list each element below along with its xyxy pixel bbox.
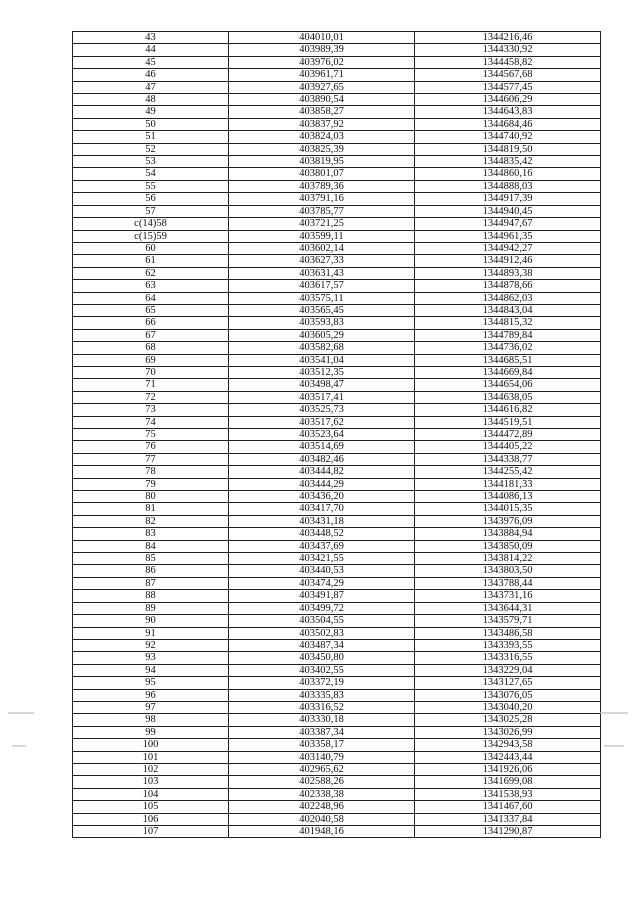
point-number-cell: 75 [73,429,229,441]
point-number-cell: 81 [73,503,229,515]
table-row [73,366,601,378]
point-number-cell: 67 [73,329,229,341]
table-row [73,94,601,106]
y-coordinate-cell: 1344643,83 [415,106,601,118]
table-row [73,826,601,838]
y-coordinate-cell: 1344888,03 [415,180,601,192]
y-coordinate-cell: 1344577,45 [415,81,601,93]
point-number-cell: 74 [73,416,229,428]
table-row [73,329,601,341]
x-coordinate-cell: 403890,54 [229,94,415,106]
y-coordinate-cell: 1344606,29 [415,94,601,106]
y-coordinate-cell: 1341290,87 [415,826,601,838]
y-coordinate-cell: 1343814,22 [415,553,601,565]
y-coordinate-cell: 1344740,92 [415,131,601,143]
point-number-cell: 50 [73,118,229,130]
point-number-cell: 86 [73,565,229,577]
y-coordinate-cell: 1341467,60 [415,801,601,813]
y-coordinate-cell: 1344961,35 [415,230,601,242]
x-coordinate-cell: 403358,17 [229,739,415,751]
table-row [73,230,601,242]
y-coordinate-cell: 1344086,13 [415,491,601,503]
table-row [73,751,601,763]
point-number-cell: 85 [73,553,229,565]
x-coordinate-cell: 403523,64 [229,429,415,441]
table-row [73,689,601,701]
table-row [73,739,601,751]
y-coordinate-cell: 1344860,16 [415,168,601,180]
y-coordinate-cell: 1344685,51 [415,354,601,366]
point-number-cell: 96 [73,689,229,701]
x-coordinate-cell: 403330,18 [229,714,415,726]
point-number-cell: 69 [73,354,229,366]
table-row [73,528,601,540]
point-number-cell: 71 [73,379,229,391]
x-coordinate-cell: 403565,45 [229,304,415,316]
point-number-cell: 62 [73,267,229,279]
y-coordinate-cell: 1342443,44 [415,751,601,763]
x-coordinate-cell: 403444,82 [229,466,415,478]
table-row [73,242,601,254]
point-number-cell: 54 [73,168,229,180]
x-coordinate-cell: 402965,62 [229,763,415,775]
x-coordinate-cell: 403791,16 [229,193,415,205]
y-coordinate-cell: 1344216,46 [415,32,601,44]
point-number-cell: 44 [73,44,229,56]
y-coordinate-cell: 1343393,55 [415,639,601,651]
table-row [73,602,601,614]
table-row [73,143,601,155]
x-coordinate-cell: 403444,29 [229,478,415,490]
table-row [73,354,601,366]
point-number-cell: 98 [73,714,229,726]
table-row [73,81,601,93]
point-number-cell: 104 [73,788,229,800]
y-coordinate-cell: 1343788,44 [415,577,601,589]
x-coordinate-cell: 403498,47 [229,379,415,391]
point-number-cell: 77 [73,453,229,465]
x-coordinate-cell: 403602,14 [229,242,415,254]
y-coordinate-cell: 1344616,82 [415,404,601,416]
point-number-cell: 91 [73,627,229,639]
x-coordinate-cell: 403976,02 [229,56,415,68]
y-coordinate-cell: 1343644,31 [415,602,601,614]
x-coordinate-cell: 403627,33 [229,255,415,267]
y-coordinate-cell: 1341699,08 [415,776,601,788]
x-coordinate-cell: 403789,36 [229,180,415,192]
x-coordinate-cell: 403417,70 [229,503,415,515]
table-row [73,466,601,478]
point-number-cell: 92 [73,639,229,651]
point-number-cell: 73 [73,404,229,416]
x-coordinate-cell: 402248,96 [229,801,415,813]
y-coordinate-cell: 1344815,32 [415,317,601,329]
x-coordinate-cell: 403372,19 [229,677,415,689]
table-row [73,652,601,664]
scan-artifact-right [600,712,628,714]
point-number-cell: 60 [73,242,229,254]
point-number-cell: 61 [73,255,229,267]
table-row [73,56,601,68]
point-number-cell: 82 [73,515,229,527]
x-coordinate-cell: 403961,71 [229,69,415,81]
y-coordinate-cell: 1344255,42 [415,466,601,478]
x-coordinate-cell: 403721,25 [229,218,415,230]
y-coordinate-cell: 1344736,02 [415,342,601,354]
y-coordinate-cell: 1343229,04 [415,664,601,676]
table-row [73,32,601,44]
point-number-cell: 95 [73,677,229,689]
y-coordinate-cell: 1344940,45 [415,205,601,217]
y-coordinate-cell: 1344684,46 [415,118,601,130]
table-row [73,577,601,589]
x-coordinate-cell: 403631,43 [229,267,415,279]
point-number-cell: 53 [73,156,229,168]
point-number-cell: 84 [73,540,229,552]
point-number-cell: 51 [73,131,229,143]
table-row [73,639,601,651]
point-number-cell: 83 [73,528,229,540]
x-coordinate-cell: 403593,83 [229,317,415,329]
table-row [73,441,601,453]
x-coordinate-cell: 403140,79 [229,751,415,763]
y-coordinate-cell: 1344567,68 [415,69,601,81]
table-row [73,553,601,565]
point-number-cell: 63 [73,280,229,292]
x-coordinate-cell: 403837,92 [229,118,415,130]
y-coordinate-cell: 1344843,04 [415,304,601,316]
x-coordinate-cell: 403514,69 [229,441,415,453]
table-row [73,565,601,577]
x-coordinate-cell: 401948,16 [229,826,415,838]
x-coordinate-cell: 403448,52 [229,528,415,540]
y-coordinate-cell: 1344519,51 [415,416,601,428]
point-number-cell: 97 [73,701,229,713]
point-number-cell: 43 [73,32,229,44]
x-coordinate-cell: 403541,04 [229,354,415,366]
x-coordinate-cell: 403487,34 [229,639,415,651]
y-coordinate-cell: 1344338,77 [415,453,601,465]
point-number-cell: 66 [73,317,229,329]
y-coordinate-cell: 1344789,84 [415,329,601,341]
table-row [73,453,601,465]
point-number-cell: 79 [73,478,229,490]
y-coordinate-cell: 1343127,65 [415,677,601,689]
x-coordinate-cell: 403499,72 [229,602,415,614]
point-number-cell: 56 [73,193,229,205]
y-coordinate-cell: 1344458,82 [415,56,601,68]
table-row [73,763,601,775]
y-coordinate-cell: 1343486,58 [415,627,601,639]
x-coordinate-cell: 403575,11 [229,292,415,304]
point-number-cell: 64 [73,292,229,304]
x-coordinate-cell: 403927,65 [229,81,415,93]
x-coordinate-cell: 402338,38 [229,788,415,800]
y-coordinate-cell: 1343316,55 [415,652,601,664]
x-coordinate-cell: 403502,83 [229,627,415,639]
x-coordinate-cell: 403387,34 [229,726,415,738]
y-coordinate-cell: 1344942,27 [415,242,601,254]
table-row [73,106,601,118]
x-coordinate-cell: 403605,29 [229,329,415,341]
point-number-cell: 106 [73,813,229,825]
point-number-cell: 55 [73,180,229,192]
point-number-cell: 87 [73,577,229,589]
x-coordinate-cell: 403785,77 [229,205,415,217]
x-coordinate-cell: 403437,69 [229,540,415,552]
x-coordinate-cell: 403482,46 [229,453,415,465]
table-row [73,416,601,428]
point-number-cell: 80 [73,491,229,503]
y-coordinate-cell: 1343579,71 [415,615,601,627]
y-coordinate-cell: 1344878,66 [415,280,601,292]
y-coordinate-cell: 1344405,22 [415,441,601,453]
scan-artifact-left [8,712,34,714]
x-coordinate-cell: 403582,68 [229,342,415,354]
table-row [73,391,601,403]
table-row [73,801,601,813]
x-coordinate-cell: 403819,95 [229,156,415,168]
y-coordinate-cell: 1343040,20 [415,701,601,713]
point-number-cell: 103 [73,776,229,788]
table-row [73,429,601,441]
y-coordinate-cell: 1344862,03 [415,292,601,304]
x-coordinate-cell: 403825,39 [229,143,415,155]
point-number-cell: 100 [73,739,229,751]
y-coordinate-cell: 1343025,28 [415,714,601,726]
table-row [73,131,601,143]
table-row [73,118,601,130]
y-coordinate-cell: 1341926,06 [415,763,601,775]
coordinates-table-body [73,32,601,838]
table-row [73,404,601,416]
table-row [73,168,601,180]
point-number-cell: 52 [73,143,229,155]
point-number-cell: 49 [73,106,229,118]
y-coordinate-cell: 1344669,84 [415,366,601,378]
y-coordinate-cell: 1344912,46 [415,255,601,267]
x-coordinate-cell: 403617,57 [229,280,415,292]
y-coordinate-cell: 1344181,33 [415,478,601,490]
point-number-cell: 78 [73,466,229,478]
table-row [73,69,601,81]
point-number-cell: 57 [73,205,229,217]
point-number-cell: 70 [73,366,229,378]
table-row [73,590,601,602]
x-coordinate-cell: 403421,55 [229,553,415,565]
point-number-cell: 105 [73,801,229,813]
table-row [73,193,601,205]
x-coordinate-cell: 403491,87 [229,590,415,602]
table-row [73,156,601,168]
table-row [73,205,601,217]
y-coordinate-cell: 1341538,93 [415,788,601,800]
table-row [73,44,601,56]
table-row [73,503,601,515]
coordinates-table [72,31,601,838]
x-coordinate-cell: 403989,39 [229,44,415,56]
point-number-cell: 45 [73,56,229,68]
x-coordinate-cell: 403450,80 [229,652,415,664]
point-number-cell: 48 [73,94,229,106]
x-coordinate-cell: 403858,27 [229,106,415,118]
table-row [73,540,601,552]
x-coordinate-cell: 403824,03 [229,131,415,143]
table-row [73,788,601,800]
table-row [73,664,601,676]
table-row [73,726,601,738]
y-coordinate-cell: 1344472,89 [415,429,601,441]
scan-artifact-right-2 [604,745,624,747]
y-coordinate-cell: 1343803,50 [415,565,601,577]
x-coordinate-cell: 403512,35 [229,366,415,378]
x-coordinate-cell: 402040,58 [229,813,415,825]
x-coordinate-cell: 404010,01 [229,32,415,44]
y-coordinate-cell: 1344638,05 [415,391,601,403]
table-row [73,677,601,689]
table-row [73,776,601,788]
point-number-cell: 68 [73,342,229,354]
table-row [73,342,601,354]
point-number-cell: 99 [73,726,229,738]
y-coordinate-cell: 1344947,67 [415,218,601,230]
x-coordinate-cell: 403801,07 [229,168,415,180]
x-coordinate-cell: 403436,20 [229,491,415,503]
y-coordinate-cell: 1344819,50 [415,143,601,155]
point-number-cell: 89 [73,602,229,614]
x-coordinate-cell: 403316,52 [229,701,415,713]
table-row [73,515,601,527]
point-number-cell: 76 [73,441,229,453]
point-number-cell: 101 [73,751,229,763]
y-coordinate-cell: 1343731,16 [415,590,601,602]
y-coordinate-cell: 1344654,06 [415,379,601,391]
table-row [73,267,601,279]
point-number-cell: 47 [73,81,229,93]
point-number-cell: 88 [73,590,229,602]
point-number-cell: 102 [73,763,229,775]
x-coordinate-cell: 402588,26 [229,776,415,788]
y-coordinate-cell: 1344835,42 [415,156,601,168]
x-coordinate-cell: 403440,53 [229,565,415,577]
table-row [73,218,601,230]
x-coordinate-cell: 403431,18 [229,515,415,527]
point-number-cell: 72 [73,391,229,403]
scan-artifact-left-2 [12,745,26,747]
point-number-cell: 93 [73,652,229,664]
point-number-cell: 65 [73,304,229,316]
point-number-cell: c(15)59 [73,230,229,242]
y-coordinate-cell: 1342943,58 [415,739,601,751]
point-number-cell: c(14)58 [73,218,229,230]
point-number-cell: 94 [73,664,229,676]
table-row [73,478,601,490]
y-coordinate-cell: 1343026,99 [415,726,601,738]
point-number-cell: 107 [73,826,229,838]
table-row [73,280,601,292]
y-coordinate-cell: 1343976,09 [415,515,601,527]
y-coordinate-cell: 1344917,39 [415,193,601,205]
x-coordinate-cell: 403517,62 [229,416,415,428]
y-coordinate-cell: 1343884,94 [415,528,601,540]
x-coordinate-cell: 403504,55 [229,615,415,627]
x-coordinate-cell: 403517,41 [229,391,415,403]
table-row [73,615,601,627]
table-row [73,255,601,267]
y-coordinate-cell: 1344893,38 [415,267,601,279]
y-coordinate-cell: 1343076,05 [415,689,601,701]
table-row [73,491,601,503]
x-coordinate-cell: 403402,55 [229,664,415,676]
point-number-cell: 90 [73,615,229,627]
x-coordinate-cell: 403525,73 [229,404,415,416]
table-row [73,714,601,726]
y-coordinate-cell: 1341337,84 [415,813,601,825]
x-coordinate-cell: 403335,83 [229,689,415,701]
table-row [73,317,601,329]
table-row [73,379,601,391]
table-row [73,813,601,825]
y-coordinate-cell: 1343850,09 [415,540,601,552]
point-number-cell: 46 [73,69,229,81]
y-coordinate-cell: 1344015,35 [415,503,601,515]
table-row [73,701,601,713]
table-row [73,304,601,316]
table-row [73,292,601,304]
x-coordinate-cell: 403474,29 [229,577,415,589]
x-coordinate-cell: 403599,11 [229,230,415,242]
table-row [73,180,601,192]
table-row [73,627,601,639]
y-coordinate-cell: 1344330,92 [415,44,601,56]
